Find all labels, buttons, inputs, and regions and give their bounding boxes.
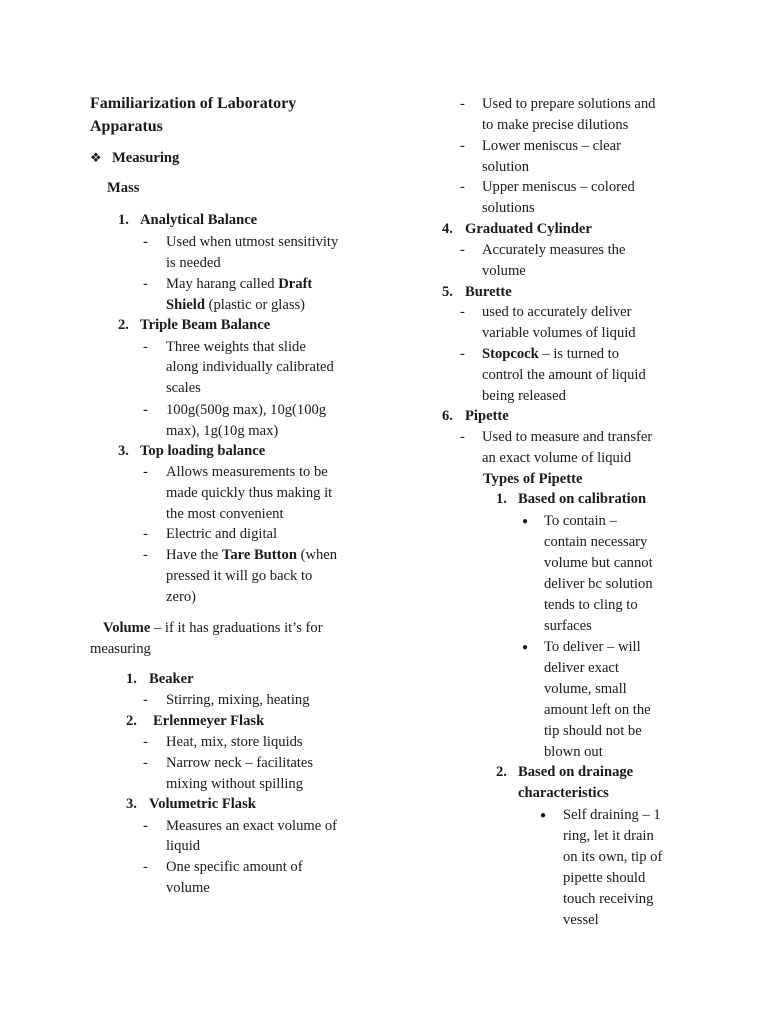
dash-bullet: - bbox=[460, 242, 465, 258]
list-number: 6. bbox=[442, 408, 453, 424]
dash-bullet: - bbox=[460, 429, 465, 445]
list-number: 1. bbox=[118, 212, 129, 228]
list-text: Electric and digital bbox=[166, 526, 278, 542]
list-text: Used to measure and transfer bbox=[482, 429, 653, 445]
list-text: contain necessary bbox=[544, 534, 648, 550]
item-heading-based-on-calibration: Based on calibration bbox=[518, 491, 647, 507]
list-number: 5. bbox=[442, 284, 453, 300]
list-text: Lower meniscus – clear bbox=[482, 138, 621, 154]
list-number: 4. bbox=[442, 221, 453, 237]
section-heading-measuring: Measuring bbox=[112, 150, 180, 166]
dash-bullet: - bbox=[143, 339, 148, 355]
list-text: blown out bbox=[544, 744, 603, 760]
list-text: Shield (plastic or glass) bbox=[166, 297, 306, 313]
item-heading-triple-beam-balance: Triple Beam Balance bbox=[140, 317, 271, 333]
list-number: 2. bbox=[118, 317, 129, 333]
dash-bullet: - bbox=[143, 859, 148, 875]
list-text: on its own, tip of bbox=[563, 849, 663, 865]
dash-bullet: - bbox=[143, 526, 148, 542]
bullet-dot-icon: ● bbox=[540, 810, 547, 821]
dash-bullet: - bbox=[143, 734, 148, 750]
list-text: pressed it will go back to bbox=[166, 568, 313, 584]
dash-bullet: - bbox=[143, 818, 148, 834]
list-text: To deliver – will bbox=[544, 639, 641, 655]
diamond-bullet-icon: ❖ bbox=[90, 150, 102, 165]
list-number: 3. bbox=[126, 796, 137, 812]
list-text: volume but cannot bbox=[544, 555, 653, 571]
item-heading-graduated-cylinder: Graduated Cylinder bbox=[465, 221, 592, 237]
list-text: Narrow neck – facilitates bbox=[166, 755, 314, 771]
list-text: is needed bbox=[166, 255, 221, 271]
item-heading-based-on-drainage-cont: characteristics bbox=[518, 785, 609, 801]
list-text: Used when utmost sensitivity bbox=[166, 234, 339, 250]
list-text: Accurately measures the bbox=[482, 242, 626, 258]
dash-bullet: - bbox=[460, 304, 465, 320]
dash-bullet: - bbox=[143, 547, 148, 563]
item-heading-beaker: Beaker bbox=[149, 671, 194, 687]
list-text: May harang called Draft bbox=[166, 276, 313, 292]
dash-bullet: - bbox=[143, 692, 148, 708]
list-text: deliver exact bbox=[544, 660, 619, 676]
list-text: an exact volume of liquid bbox=[482, 450, 632, 466]
dash-bullet: - bbox=[143, 234, 148, 250]
dash-bullet: - bbox=[143, 755, 148, 771]
list-text: Self draining – 1 bbox=[563, 807, 661, 823]
list-number: 1. bbox=[496, 491, 507, 507]
list-text: vessel bbox=[563, 912, 599, 928]
list-text: Have the Tare Button (when bbox=[166, 547, 338, 563]
list-text: variable volumes of liquid bbox=[482, 325, 636, 341]
dash-bullet: - bbox=[460, 138, 465, 154]
dash-bullet: - bbox=[460, 346, 465, 362]
list-text: Used to prepare solutions and bbox=[482, 96, 656, 112]
list-number: 2. bbox=[126, 713, 137, 729]
list-text: ring, let it drain bbox=[563, 828, 654, 844]
list-text: volume, small bbox=[544, 681, 627, 697]
dash-bullet: - bbox=[143, 402, 148, 418]
volume-paragraph-cont: measuring bbox=[90, 641, 151, 657]
list-text: mixing without spilling bbox=[166, 776, 304, 792]
dash-bullet: - bbox=[143, 464, 148, 480]
list-text: solution bbox=[482, 159, 530, 175]
list-text: 100g(500g max), 10g(100g bbox=[166, 402, 327, 418]
list-text: being released bbox=[482, 388, 566, 404]
dash-bullet: - bbox=[143, 276, 148, 292]
item-heading-volumetric-flask: Volumetric Flask bbox=[149, 796, 256, 812]
list-text: tends to cling to bbox=[544, 597, 638, 613]
list-text: volume bbox=[482, 263, 526, 279]
list-text: max), 1g(10g max) bbox=[166, 423, 279, 439]
volume-paragraph: Volume – if it has graduations it’s for bbox=[103, 620, 323, 636]
list-text: tip should not be bbox=[544, 723, 642, 739]
list-text: touch receiving bbox=[563, 891, 654, 907]
list-text: To contain – bbox=[544, 513, 617, 529]
list-text: amount left on the bbox=[544, 702, 651, 718]
item-heading-analytical-balance: Analytical Balance bbox=[140, 212, 258, 228]
list-text: made quickly thus making it bbox=[166, 485, 333, 501]
list-text: Upper meniscus – colored bbox=[482, 179, 635, 195]
list-text: volume bbox=[166, 880, 210, 896]
list-text: solutions bbox=[482, 200, 535, 216]
list-text: liquid bbox=[166, 838, 201, 854]
list-text: Three weights that slide bbox=[166, 339, 306, 355]
list-number: 2. bbox=[496, 764, 507, 780]
bullet-dot-icon: ● bbox=[522, 642, 529, 653]
list-text: along individually calibrated bbox=[166, 359, 334, 375]
list-text: pipette should bbox=[563, 870, 646, 886]
list-text: to make precise dilutions bbox=[482, 117, 629, 133]
item-heading-pipette: Pipette bbox=[465, 408, 509, 424]
list-text: deliver bc solution bbox=[544, 576, 653, 592]
item-heading-erlenmeyer-flask: Erlenmeyer Flask bbox=[153, 713, 265, 729]
list-number: 3. bbox=[118, 443, 129, 459]
list-text: the most convenient bbox=[166, 506, 284, 522]
subheading-types-of-pipette: Types of Pipette bbox=[483, 471, 583, 487]
list-number: 1. bbox=[126, 671, 137, 687]
list-text: Stirring, mixing, heating bbox=[166, 692, 310, 708]
list-text: Stopcock – is turned to bbox=[482, 346, 620, 362]
list-text: surfaces bbox=[544, 618, 592, 634]
dash-bullet: - bbox=[460, 179, 465, 195]
list-text: Measures an exact volume of bbox=[166, 818, 338, 834]
list-text: scales bbox=[166, 380, 201, 396]
bullet-dot-icon: ● bbox=[522, 516, 529, 527]
dash-bullet: - bbox=[460, 96, 465, 112]
item-heading-burette: Burette bbox=[465, 284, 512, 300]
item-heading-based-on-drainage: Based on drainage bbox=[518, 764, 634, 780]
list-text: One specific amount of bbox=[166, 859, 303, 875]
subheading-mass: Mass bbox=[107, 180, 140, 196]
list-text: zero) bbox=[166, 589, 196, 605]
list-text: Heat, mix, store liquids bbox=[166, 734, 303, 750]
list-text: control the amount of liquid bbox=[482, 367, 646, 383]
page-title: Familiarization of Laboratory Apparatus bbox=[90, 95, 297, 135]
item-heading-top-loading-balance: Top loading balance bbox=[140, 443, 266, 459]
list-text: used to accurately deliver bbox=[482, 304, 632, 320]
list-text: Allows measurements to be bbox=[166, 464, 328, 480]
